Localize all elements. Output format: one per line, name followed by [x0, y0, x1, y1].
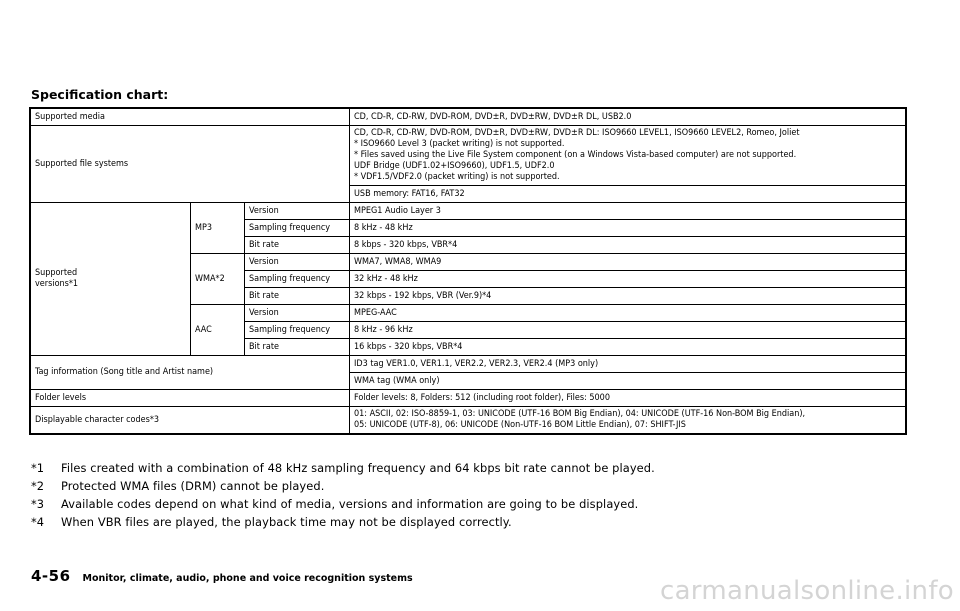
character-codes-line: 05: UNICODE (UTF-8), 06: UNICODE (Non-UTF-16 BOM Little Endian), 07: SHIFT-JIS [354, 420, 686, 430]
spec-value: 8 kHz - 48 kHz [350, 220, 907, 237]
watermark: carmanualsonline.info [659, 576, 954, 606]
folder-levels-label: Folder levels [30, 390, 350, 407]
page-footer [31, 567, 413, 585]
fs-line: UDF Bridge (UDF1.02+ISO9660), UDF1.5, UDF2.0 [354, 161, 555, 171]
spec-value: WMA7, WMA8, WMA9 [350, 254, 907, 271]
footnote-mark: *4 [31, 515, 45, 529]
tag-information-value: WMA tag (WMA only) [350, 373, 907, 390]
table-row [30, 108, 906, 126]
section-title: Monitor, climate, audio, phone and voice recognition systems [82, 573, 413, 584]
character-codes-value [350, 407, 907, 435]
character-codes-line: 01: ASCII, 02: ISO-8859-1, 03: UNICODE (UTF-16 BOM Big Endian), 04: UNICODE (UTF-16 Non-BOM Big Endian), [354, 409, 806, 419]
spec-value: 8 kbps - 320 kbps, VBR*4 [350, 237, 907, 254]
spec-value: 16 kbps - 320 kbps, VBR*4 [350, 339, 907, 356]
usb-file-systems-value: USB memory: FAT16, FAT32 [350, 186, 907, 203]
table-row [30, 390, 906, 407]
footnote-text: Available codes depend on what kind of media, versions and information are going to be displayed. [61, 497, 639, 511]
fs-line: CD, CD-R, CD-RW, DVD-ROM, DVD±R, DVD±RW, DVD±R DL: ISO9660 LEVEL1, ISO9660 LEVEL2, Romeo, Joliet [354, 128, 800, 138]
folder-levels-value: Folder levels: 8, Folders: 512 (including root folder), Files: 5000 [350, 390, 907, 407]
fs-line: * Files saved using the Live File System component (on a Windows Vista-based computer) are not supported. [354, 150, 797, 160]
footnote [31, 459, 931, 477]
tag-information-value: ID3 tag VER1.0, VER1.1, VER2.2, VER2.3, VER2.4 (MP3 only) [350, 356, 907, 373]
fs-line: * ISO9660 Level 3 (packet writing) is not supported. [354, 139, 565, 149]
spec-value: 32 kbps - 192 kbps, VBR (Ver.9)*4 [350, 288, 907, 305]
spec-value: 8 kHz - 96 kHz [350, 322, 907, 339]
character-codes-label: Displayable character codes*3 [30, 407, 350, 435]
footnote-mark: *1 [31, 461, 45, 475]
format-mp3: MP3 [191, 203, 245, 254]
fs-line: * VDF1.5/VDF2.0 (packet writing) is not supported. [354, 172, 560, 182]
supported-media-value: CD, CD-R, CD-RW, DVD-ROM, DVD±R, DVD±RW, DVD±R DL, USB2.0 [350, 108, 907, 126]
footnotes [31, 459, 931, 531]
spec-label: Sampling frequency [245, 220, 350, 237]
page-heading: Specification chart: [31, 87, 169, 102]
spec-label: Bit rate [245, 237, 350, 254]
spec-label: Version [245, 305, 350, 322]
spec-label: Version [245, 203, 350, 220]
supported-versions-label [30, 203, 191, 356]
footnote-mark: *3 [31, 497, 45, 511]
tag-information-label: Tag information (Song title and Artist name) [30, 356, 350, 390]
footnote [31, 495, 931, 513]
page-number: 4-56 [31, 567, 71, 585]
spec-value: MPEG-AAC [350, 305, 907, 322]
specification-table [29, 107, 907, 435]
footnote-text: Files created with a combination of 48 kHz sampling frequency and 64 kbps bit rate cannot be played. [61, 461, 655, 475]
supported-versions-label-line: versions*1 [35, 279, 79, 289]
file-systems-label: Supported file systems [30, 126, 350, 203]
table-row [30, 356, 906, 373]
supported-versions-label-line: Supported [35, 268, 78, 278]
table-row [30, 407, 906, 435]
table-row [30, 203, 906, 220]
footnote-text: When VBR files are played, the playback time may not be displayed correctly. [61, 515, 512, 529]
footnote-text: Protected WMA files (DRM) cannot be played. [61, 479, 325, 493]
footnote [31, 513, 931, 531]
spec-label: Sampling frequency [245, 322, 350, 339]
supported-media-label: Supported media [30, 108, 350, 126]
table-row [30, 126, 906, 186]
format-wma: WMA*2 [191, 254, 245, 305]
footnote [31, 477, 931, 495]
spec-value: 32 kHz - 48 kHz [350, 271, 907, 288]
file-systems-value [350, 126, 907, 186]
format-aac: AAC [191, 305, 245, 356]
spec-label: Bit rate [245, 339, 350, 356]
spec-label: Bit rate [245, 288, 350, 305]
footnote-mark: *2 [31, 479, 45, 493]
spec-label: Sampling frequency [245, 271, 350, 288]
spec-value: MPEG1 Audio Layer 3 [350, 203, 907, 220]
spec-label: Version [245, 254, 350, 271]
